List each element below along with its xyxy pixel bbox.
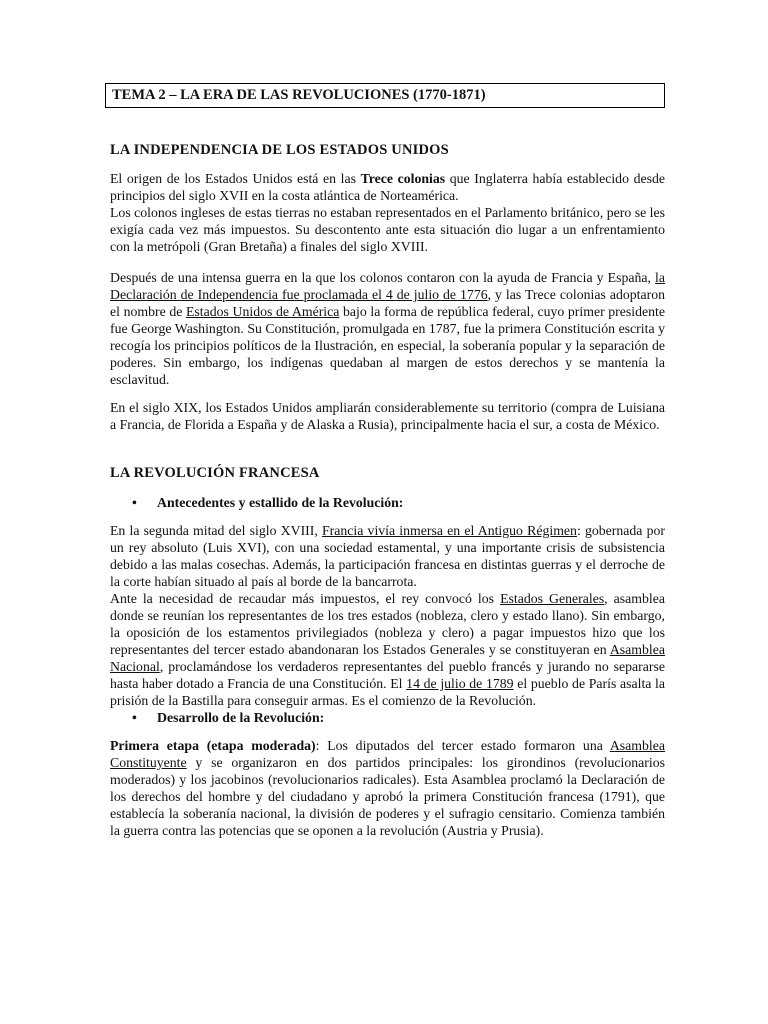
text: el pueblo de París asalta la prisión de la Bastilla para conseguir armas. Es el comienzo de la Revolución. — [110, 676, 666, 708]
paragraph-primera-etapa — [110, 737, 665, 839]
underline-estados-generales: Estados Generales — [500, 591, 605, 606]
paragraph-estados-generales — [110, 590, 665, 709]
bullet-list — [110, 709, 665, 726]
underline-fecha-bastilla: 14 de julio de 1789 — [406, 676, 514, 691]
text: bajo la forma de república federal, cuyo primer presidente fue George Washington. Su Constitución, promulgada en 1787, fue la primera Constitución escrita y recogía los principios políticos de la Ilustración, en especial, la soberanía popular y la separación de poderes. Sin embargo, los indígenas quedaban al margen de estos derechos y se mantenía la esclavitud. — [110, 304, 665, 387]
text: , y las Trece colonias adoptaron el nombre de — [110, 287, 665, 319]
text: Después de una intensa guerra en la que los colonos contaron con la ayuda de Francia y España, — [110, 270, 656, 285]
bullet-icon: • — [132, 710, 137, 725]
paragraph-colonos: Los colonos ingleses de estas tierras no estaban representados en el Parlamento británico, pero se les exigía cada vez más impuestos. Su descontento ante esta situación dio lugar a un enfrentamiento con la metrópoli (Gran Bretaña) a finales del siglo XVIII. — [110, 205, 665, 254]
underline-estados-unidos: Estados Unidos de América — [185, 304, 340, 319]
paragraph-siglo-xix: En el siglo XIX, los Estados Unidos ampliarán considerablemente su territorio (compra de Luisiana a Francia, de Florida a España y de Alaska a Rusia), principalmente hacia el sur, a costa de México. — [110, 400, 665, 432]
paragraph-origen — [110, 170, 665, 204]
text: Ante la necesidad de recaudar más impuestos, el rey convocó los — [110, 591, 501, 606]
paragraph-guerra — [110, 269, 665, 388]
section-heading-revolucion-francesa: LA REVOLUCIÓN FRANCESA — [110, 465, 320, 481]
bold-primera-etapa: Primera etapa (etapa moderada) — [110, 738, 316, 753]
text: : Los diputados del tercer estado formaron una — [315, 738, 610, 753]
bullet-antecedentes — [110, 494, 665, 511]
bullet-label: Antecedentes y estallido de la Revolución: — [157, 495, 404, 510]
text: que Inglaterra había establecido desde principios del siglo XVII en la costa atlántica de Norteamérica. — [110, 171, 665, 203]
underline-asamblea-nacional: Asamblea Nacional — [110, 642, 665, 674]
bold-trece-colonias: Trece colonias — [360, 171, 446, 186]
text: y se organizaron en dos partidos principales: los girondinos (revolucionarios moderados) y los jacobinos (revolucionarios radicales). Esta Asamblea proclamó la Declaración de los derechos del hombre y del ciudadano y aprobó la primera Constitución francesa (1791), que establecía la soberanía nacional, la división de poderes y el sufragio censitario. Comienza también la guerra contra las potencias que se oponen a la revolución (Austria y Prusia). — [110, 755, 665, 838]
section-heading-independencia: LA INDEPENDENCIA DE LOS ESTADOS UNIDOS — [110, 142, 449, 158]
text: El origen de los Estados Unidos está en las — [110, 171, 361, 186]
underline-declaracion: la Declaración de Independencia fue proclamada el 4 de julio de 1776 — [110, 270, 665, 302]
text: , proclamándose los verdaderos representantes del pueblo francés y jurando no separarse hasta haber dotado a Francia de una Constitución. El — [110, 659, 665, 691]
text: : gobernada por un rey absoluto (Luis XVI), con una sociedad estamental, y una importante crisis de subsistencia debido a las malas cosechas. Además, la participación francesa en distintas guerras y el derroche de la corte habían situado al país al borde de la bancarrota. — [110, 523, 665, 589]
underline-asamblea-constituyente: Asamblea Constituyente — [110, 738, 666, 770]
text: En la segunda mitad del siglo XVIII, — [110, 523, 322, 538]
bullet-label: Desarrollo de la Revolución: — [157, 710, 325, 725]
paragraph-antiguo-regimen — [110, 522, 665, 590]
bullet-icon: • — [132, 495, 137, 510]
bullet-desarrollo — [110, 709, 665, 726]
text: , asamblea donde se reunían los representantes de los tres estados (nobleza, clero y estado llano). Sin embargo, la oposición de los estamentos privilegiados (nobleza y clero) a pagar impuestos hizo que los representantes del tercer estado abandonaran los Estados Generales y se constituyeran en — [110, 591, 665, 657]
document-title: TEMA 2 – LA ERA DE LAS REVOLUCIONES (1770-1871) — [105, 83, 665, 108]
underline-antiguo-regimen: Francia vivía inmersa en el Antiguo Régimen — [322, 523, 577, 538]
bullet-list — [110, 494, 665, 511]
